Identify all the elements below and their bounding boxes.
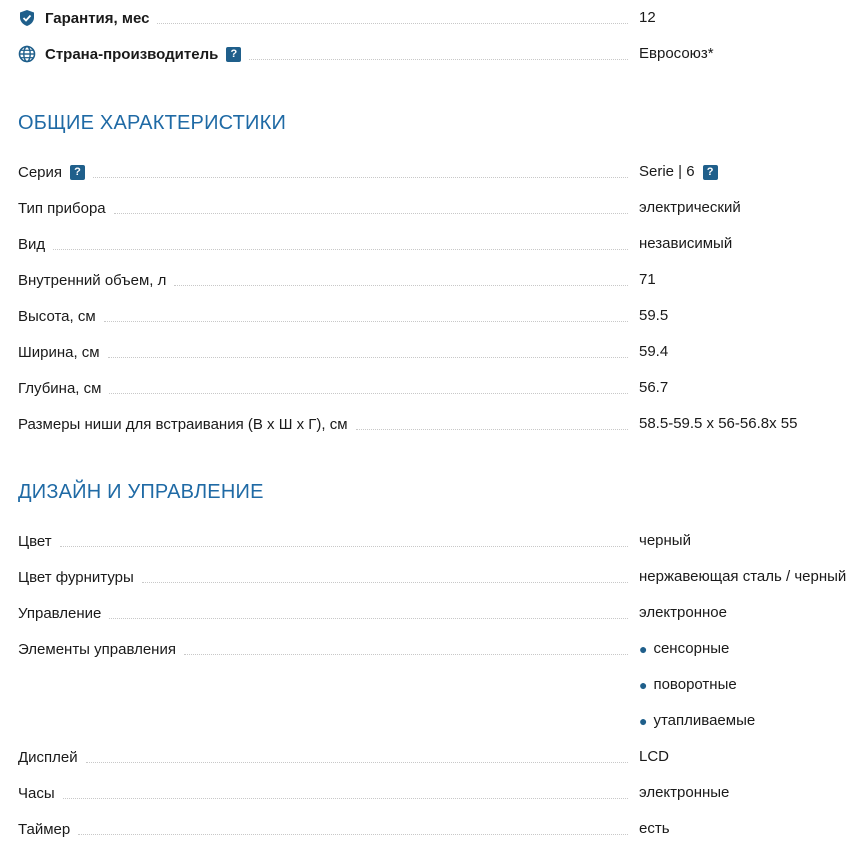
spec-label-controls-elements: Элементы управления <box>18 641 184 658</box>
spec-row-kind <box>18 232 867 256</box>
dotted-leader <box>93 177 628 178</box>
spec-label-warranty: Гарантия, мес <box>45 9 150 27</box>
bullet-icon: ● <box>639 641 648 657</box>
dotted-leader <box>109 393 628 394</box>
dotted-leader <box>142 582 628 583</box>
spec-label-height: Высота, см <box>18 308 104 325</box>
dotted-leader <box>53 249 628 250</box>
spec-value-controls-elements-2: ● поворотные <box>639 673 737 697</box>
section-title-design: ДИЗАЙН И УПРАВЛЕНИЕ <box>18 481 264 503</box>
dotted-leader <box>78 834 628 835</box>
dotted-leader <box>104 321 628 322</box>
spec-row-series <box>18 160 867 184</box>
dotted-leader <box>63 798 628 799</box>
spec-row-niche <box>18 412 867 436</box>
spec-row-controls-elements-cont <box>18 709 867 733</box>
spec-value-volume: 71 <box>639 271 656 288</box>
spec-label-control: Управление <box>18 605 109 622</box>
spec-label-color: Цвет <box>18 533 60 550</box>
spec-label-kind: Вид <box>18 236 53 253</box>
dotted-leader <box>114 213 628 214</box>
spec-value-clock: электронные <box>639 784 730 801</box>
spec-row-width <box>18 340 867 364</box>
spec-label-fittings: Цвет фурнитуры <box>18 569 142 586</box>
dotted-leader <box>86 762 628 763</box>
spec-row-type <box>18 196 867 220</box>
spec-value-control: электронное <box>639 604 727 621</box>
spec-value-country: Евросоюз* <box>639 45 714 62</box>
spec-row-color <box>18 529 867 553</box>
help-button-series-value[interactable]: ? <box>703 165 718 180</box>
spec-value-height: 59.5 <box>639 307 669 324</box>
spec-row-timer <box>18 817 867 841</box>
spec-value-controls-elements-1: ● сенсорные <box>639 637 729 661</box>
bullet-icon: ● <box>639 677 648 693</box>
spec-row-height <box>18 304 867 328</box>
section-title-general: ОБЩИЕ ХАРАКТЕРИСТИКИ <box>18 112 287 134</box>
spec-row-controls-elements-cont <box>18 673 867 697</box>
spec-value-warranty: 12 <box>639 9 656 26</box>
globe-icon <box>18 45 36 63</box>
spec-label-niche: Размеры ниши для встраивания (В х Ш х Г), см <box>18 416 356 433</box>
spec-label-type: Тип прибора <box>18 200 114 217</box>
dotted-leader <box>157 23 628 24</box>
spec-row-warranty <box>18 6 867 30</box>
dotted-leader <box>249 59 628 60</box>
spec-row-display <box>18 745 867 769</box>
dotted-leader <box>109 618 628 619</box>
spec-value-niche: 58.5-59.5 x 56-56.8x 55 <box>639 415 798 432</box>
spec-label-depth: Глубина, см <box>18 380 109 397</box>
dotted-leader <box>356 429 628 430</box>
spec-value-color: черный <box>639 532 691 549</box>
dotted-leader <box>184 654 628 655</box>
spec-row-controls-elements <box>18 637 867 661</box>
spec-label-volume: Внутренний объем, л <box>18 272 174 289</box>
dotted-leader <box>60 546 628 547</box>
bullet-icon: ● <box>639 713 648 729</box>
spec-row-fittings <box>18 565 867 589</box>
dotted-leader <box>108 357 628 358</box>
spec-label-width: Ширина, см <box>18 344 108 361</box>
spec-row-country <box>18 42 867 66</box>
spec-label-country: Страна-производитель <box>45 45 219 63</box>
spec-row-clock <box>18 781 867 805</box>
spec-row-control <box>18 601 867 625</box>
spec-value-timer: есть <box>639 820 670 837</box>
spec-label-timer: Таймер <box>18 821 78 838</box>
spec-value-display: LCD <box>639 748 670 765</box>
spec-label-clock: Часы <box>18 785 63 802</box>
spec-value-controls-elements-3: ● утапливаемые <box>639 709 755 733</box>
help-button-country[interactable]: ? <box>226 47 241 62</box>
spec-value-width: 59.4 <box>639 343 669 360</box>
spec-row-depth <box>18 376 867 400</box>
spec-value-depth: 56.7 <box>639 379 669 396</box>
spec-value-kind: независимый <box>639 235 733 252</box>
spec-value-series[interactable]: Serie | 6 <box>639 163 695 180</box>
spec-value-fittings: нержавеющая сталь / черный <box>639 568 847 585</box>
spec-row-volume <box>18 268 867 292</box>
spec-value-type: электрический <box>639 199 741 216</box>
help-button-series[interactable]: ? <box>70 165 85 180</box>
shield-check-icon <box>18 9 36 27</box>
dotted-leader <box>174 285 628 286</box>
spec-label-display: Дисплей <box>18 749 86 766</box>
spec-label-series: Серия <box>18 163 63 181</box>
